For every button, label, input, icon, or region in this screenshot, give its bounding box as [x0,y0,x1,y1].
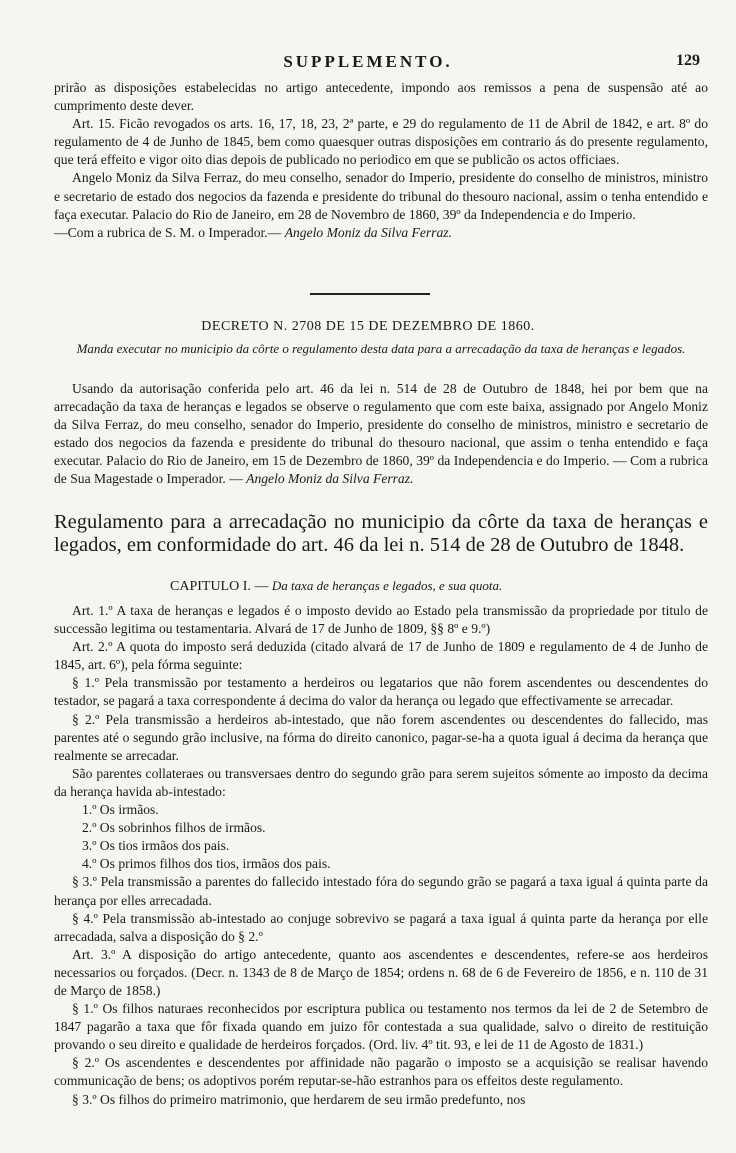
article-3-paragraph-3: § 3.º Os filhos do primeiro matrimonio, que herdarem de seu irmão predefunto, nos [72,1091,526,1107]
running-head [0,52,736,74]
kin-list [54,801,708,873]
top-rubric: —Com a rubrica de S. M. o Imperador.— [54,224,282,240]
decree-body-block [54,380,708,489]
continued-paragraph: prirão as disposições estabelecidas no artigo antecedente, impondo aos remissos a pena de suspensão até ao cumprimento deste dever. [54,80,708,114]
chapter-heading [170,578,502,595]
list-item: 3.º Os tios irmãos dos pais. [82,838,230,854]
top-rubric-line [54,224,708,242]
running-title: SUPPLEMENTO. [283,52,453,71]
section-divider [310,293,430,295]
top-section [54,79,708,242]
chapter-label: CAPITULO I. — [170,579,269,594]
article-2-paragraph-4: § 4.º Pela transmissão ab-intestado ao conjuge sobrevivo se pagará a taxa igual á quinta parte da herança por elle arrecadada, salva a disposição do § 2.º [54,910,708,944]
article-2: Art. 2.º A quota do imposto será deduzida (citado alvará de 17 de Junho de 1809 e regulamento de 4 de Junho de 1845, art. 6º), pela fórma seguinte: [54,639,708,673]
article-15-paragraph: Art. 15. Ficão revogados os arts. 16, 17, 18, 23, 2ª parte, e 29 do regulamento de 11 de Abril de 1842, e art. 8º do regulamento de 4 de Junho de 1845, bem como quaesquer outras disposições em contrario ás do presente regulamento, que terá effeito e vigor oito dias depois de publicado no periodico em que se publicão os actos officiaes. [54,116,708,168]
chapter-title: Da taxa de heranças e legados, e sua quota. [271,578,503,593]
signature-paragraph: Angelo Moniz da Silva Ferraz, do meu conselho, senador do Imperio, presidente do conselho de ministros, ministro e secretario de estado dos negocios da fazenda e presidente do tribunal do thesouro nacional, assim o tenha entendido e faça executar. Palacio do Rio de Janeiro, em 28 de Novembro de 1860, 39º da Independencia e do Imperio. [54,170,708,222]
article-2-paragraph-1: § 1.º Pela transmissão por testamento a herdeiros ou legatarios que não forem ascendentes ou descendentes do testador, se pagará a taxa correspondente á decima do valor da herança ou legado que effectivamente se arrecadar. [54,675,708,709]
article-3: Art. 3.º A disposição do artigo antecedente, quanto aos ascendentes e descendentes, refere-se aos herdeiros necessarios ou forçados. (Decr. n. 1343 de 8 de Março de 1854; ordens n. 68 de 6 de Fevereiro de 1856, e n. 110 de 31 de Março de 1858.) [54,946,708,998]
decree-summary: Manda executar no municipio da côrte o regulamento desta data para a arrecadação da taxa de heranças e legados. [76,341,686,356]
decree-signature: Angelo Moniz da Silva Ferraz. [246,471,414,487]
top-signature: Angelo Moniz da Silva Ferraz. [284,224,452,240]
regulation-title: Regulamento para a arrecadação no municipio da côrte da taxa de heranças e legados, em conformidade do art. 46 da lei n. 514 de 28 de Outubro de 1848. [54,511,708,556]
article-3-paragraph-1: § 1.º Os filhos naturaes reconhecidos por escriptura publica ou testamento nos termos da lei de 2 de Setembro de 1847 pagarão a taxa que fôr fixada quando em juizo fôr contestada a sua qualidade, salvo o direito de restituição provando o seu direito e qualidade de herdeiros forçados. (Ord. liv. 4º tit. 93, e lei de 11 de Agosto de 1831.) [54,1001,708,1053]
list-item: 2.º Os sobrinhos filhos de irmãos. [82,820,266,836]
list-item: 4.º Os primos filhos dos tios, irmãos dos pais. [82,856,331,872]
collateral-kin-intro: São parentes collateraes ou transversaes dentro do segundo grão para serem sujeitos sómente ao imposto da decima da herança havida ab-intestado: [54,765,708,799]
article-2-paragraph-2: § 2.º Pela transmissão a herdeiros ab-intestado, que não forem ascendentes ou descendentes do fallecido, mas parentes até o segundo grão inclusive, na fórma do direito canonico, pagar-se-ha a quota igual á decima da herança que realmente se arrecadar. [54,711,708,763]
decree-body-text: Usando da autorisação conferida pelo art. 46 da lei n. 514 de 28 de Outubro de 1848, hei por bem que na arrecadação da taxa de heranças e legados se observe o regulamento que com este baixa, assignado por Angelo Moniz da Silva Ferraz, do meu conselho, senador do Imperio, presidente do conselho de ministros, ministro e secretario de estado dos negocios da fazenda e presidente do tribunal do thesouro nacional, que assim o tenha entendido e faça executar. Palacio do Rio de Janeiro, em 15 de Dezembro de 1860, 39º da Independencia e do Imperio. — Com a rubrica de Sua Magestade o Imperador. — [54,381,708,487]
decree-title: DECRETO N. 2708 DE 15 DE DEZEMBRO DE 1860. [201,319,535,334]
decree-body [54,380,708,489]
article-3-paragraph-2: § 2.º Os ascendentes e descendentes por affinidade não pagarão o imposto se a acquisição se realisar havendo communicação de bens; os adoptivos porém reputar-se-hão estranhos para os effeitos deste regulamento. [54,1055,708,1089]
article-2-paragraph-3: § 3.º Pela transmissão a parentes do fallecido intestado fóra do segundo grão se pagará a taxa igual á quinta parte da herança por elles arrecadada. [54,874,708,908]
regulation-body [54,602,708,1109]
page-number: 129 [676,52,700,69]
article-1: Art. 1.º A taxa de heranças e legados é o imposto devido ao Estado pela transmissão da propriedade por titulo de successão legitima ou testamentaria. Alvará de 17 de Junho de 1809, §§ 8º e 9.º) [54,603,708,637]
list-item: 1.º Os irmãos. [82,802,159,818]
